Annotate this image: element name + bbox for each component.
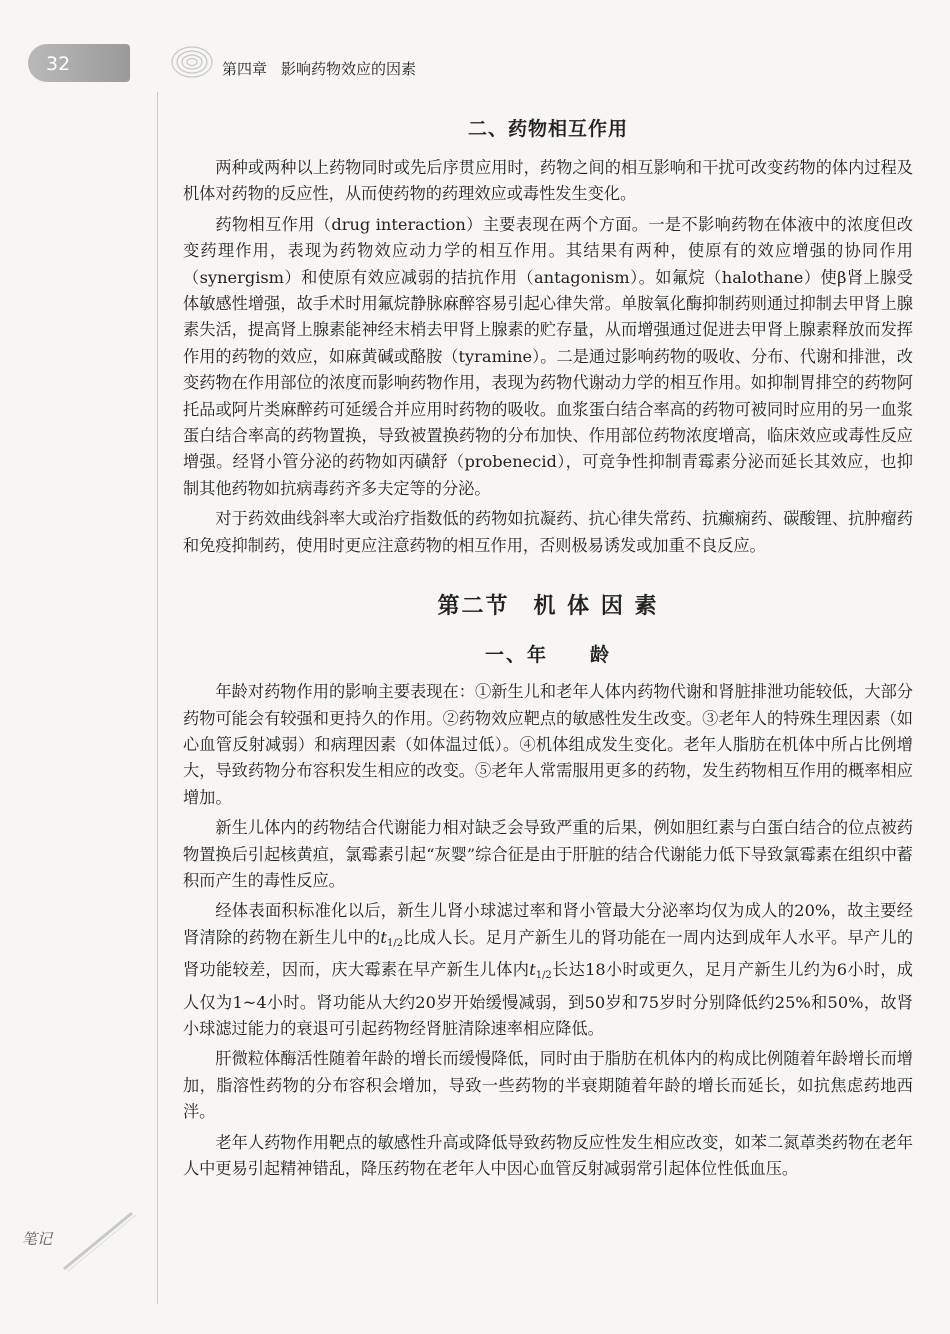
chapter-title: 影响药物效应的因素 — [281, 60, 417, 78]
paragraph: 新生儿体内的药物结合代谢能力相对缺乏会导致严重的后果，例如胆红素与白蛋白结合的位点被药物置换后引起核黄疸，氯霉素引起“灰婴”综合征是由于肝脏的结合代谢能力低下导致氯霉素在组织中蓄积而产生的毒性反应。 — [183, 818, 913, 890]
chapter-swirl-icon — [168, 40, 216, 84]
t-half-symbol: t — [380, 927, 387, 947]
paragraph: 对于药效曲线斜率大或治疗指数低的药物如抗凝药、抗心律失常药、抗癫痫药、碳酸锂、抗肿瘤药和免疫抑制药，使用时更应注意药物的相互作用，否则极易诱发或加重不良反应。 — [183, 509, 913, 555]
t-half-symbol: t — [529, 960, 536, 980]
chapter-label: 第四章 — [222, 60, 268, 78]
section-heading-body-factors: 第二节 机 体 因 素 — [437, 594, 659, 620]
paragraph: 药物相互作用（drug interaction）主要表现在两个方面。一是不影响药物在体液中的浓度但改变药理作用，表现为药物效应动力学的相互作用。其结果有两种，使原有的效应增强的协同作用（synergism）和使原有效应减弱的拮抗作用（antagonism）。如氟烷（halothane）使β肾上腺受体敏感性增强，故手术时用氟烷静脉麻醉容易引起心律失常。单胺氧化酶抑制药则通过抑制去甲肾上腺素失活，提高肾上腺素能神经末梢去甲肾上腺素的贮存量，从而增强通过促进去甲肾上腺素释放而发挥作用的药物的效应，如麻黄碱或酪胺（tyramine）。二是通过影响药物的吸收、分布、代谢和排泄，改变药物在作用部位的浓度而影响药物作用，表现为药物代谢动力学的相互作用。如抑制胃排空的药物阿托品或阿片类麻醉药可延缓合并应用时药物的吸收。血浆蛋白结合率高的药物可被同时应用的另一血浆蛋白结合率高的药物置换，导致被置换药物的分布加快、作用部位药物浓度增高，临床效应或毒性反应增强。经肾小管分泌的药物如丙磺舒（probenecid），可竞争性抑制青霉素分泌而延长其效应，也抑制其他药物如抗病毒药齐多夫定等的分泌。 — [183, 214, 913, 498]
paragraph: 肝微粒体酶活性随着年龄的增长而缓慢降低，同时由于脂肪在机体内的构成比例随着年龄增长而增加，脂溶性药物的分布容积会增加，导致一些药物的半衰期随着年龄的增长而延长，如抗焦虑药地西泮。 — [183, 1049, 913, 1122]
page-number: 32 — [46, 53, 71, 75]
paragraph: 两种或两种以上药物同时或先后序贯应用时，药物之间的相互影响和干扰可改变药物的体内过程及机体对药物的反应性，从而使药物的药理效应或毒性发生变化。 — [183, 158, 913, 204]
pen-icon — [60, 1205, 140, 1275]
section-title-drug-interaction: 二、药物相互作用 — [467, 118, 628, 140]
notes-label: 笔记 — [22, 1230, 53, 1248]
paragraph: 老年人药物作用靶点的敏感性升高或降低导致药物反应性发生相应改变，如苯二氮䓬类药物在老年人中更易引起精神错乱，降压药物在老年人中因心血管反射减弱常引起体位性低血压。 — [183, 1132, 913, 1178]
chapter-header — [222, 58, 416, 79]
subsection-heading-age: 一、年 龄 — [484, 644, 611, 667]
margin-divider — [157, 92, 158, 1304]
paragraph: 年龄对药物作用的影响主要表现在：①新生儿和老年人体内药物代谢和肾脏排泄功能较低，大部分药物可能会有较强和更持久的作用。②药物效应靶点的敏感性发生改变。③老年人的特殊生理因素（如心血管反射减弱）和病理因素（如体温过低）。④机体组成发生变化。老年人脂肪在机体中所占比例增大，导致药物分布容积发生相应的改变。⑤老年人常需服用更多的药物，发生药物相互作用的概率相应增加。 — [183, 682, 913, 807]
paragraph-renal: 经体表面积标准化以后，新生儿肾小球滤过率和肾小管最大分泌率均仅为成人的20%，故主要经肾清除的药物在新生儿中的$t_{1/2}$比成人长。足月产新生儿的肾功能在一周内达到成年人水平。早产儿的肾功能较差，因而，庆大霉素在早产新生儿体内$t_{1/2}$长达18小时或更久，足月产新生儿约为6小时，成人仅为1~4小时。肾功能从大约20岁开始缓慢减弱，到50岁和75岁时分别降低约25%和50%，故肾小球滤过能力的衰退可引起药物经肾脏清除速率相应降低。 — [183, 901, 914, 1038]
page-content — [183, 110, 913, 1186]
